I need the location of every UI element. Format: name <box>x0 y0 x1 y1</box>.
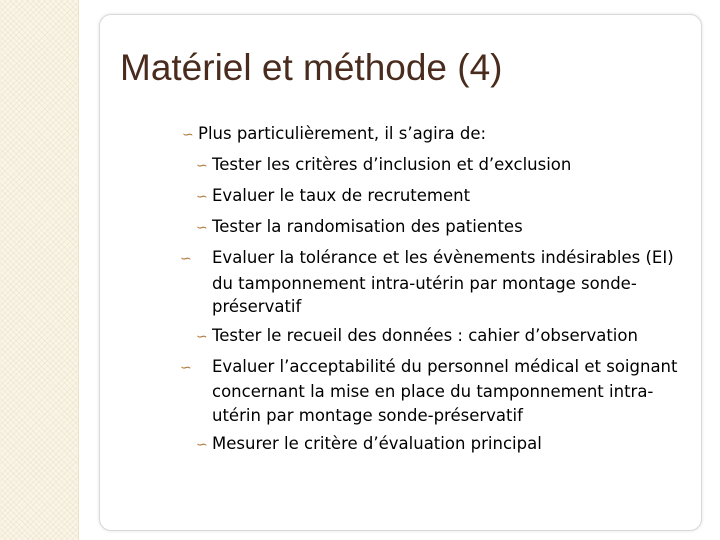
list-item-text: Tester la randomisation des patientes <box>212 217 523 236</box>
list-item-text: Evaluer le taux de recrutement <box>212 186 471 205</box>
slide-title: Matériel et méthode (4) <box>120 47 503 88</box>
list-item-text: Tester les critères d’inclusion et d’exclusion <box>212 155 572 174</box>
list-item-text: Evaluer la tolérance et les évènements indésirables (EI) du tamponnement intra-utérin par montage sonde-préservatif <box>212 248 674 316</box>
bullet-icon: ∽ <box>196 437 208 453</box>
bullet-list <box>182 119 692 460</box>
list-item <box>180 352 692 430</box>
decorative-side-band <box>0 0 78 540</box>
list-item <box>196 321 692 352</box>
bullet-icon: ∽ <box>180 359 192 376</box>
bullet-icon: ∽ <box>196 328 208 345</box>
list-item <box>196 150 692 181</box>
list-item <box>180 243 692 321</box>
list-item <box>196 212 692 243</box>
bullet-icon: ∽ <box>196 158 208 174</box>
bullet-icon: ∽ <box>180 251 192 267</box>
list-item <box>196 181 692 212</box>
list-item <box>196 429 692 460</box>
list-item <box>182 119 692 150</box>
list-item-text: Mesurer le critère d’évaluation principal <box>212 434 542 453</box>
list-item-text: Plus particulièrement, il s’agira de: <box>198 124 487 143</box>
bullet-icon: ∽ <box>182 127 194 143</box>
bullet-icon: ∽ <box>196 220 208 236</box>
list-item-text: Tester le recueil des données : cahier d’observation <box>212 325 638 345</box>
side-band-edge <box>78 0 79 540</box>
bullet-icon: ∽ <box>196 189 208 205</box>
list-item-text: Evaluer l’acceptabilité du personnel médical et soignant concernant la mise en place du tamponnement intra-utérin par montage sonde-préservatif <box>212 356 678 425</box>
